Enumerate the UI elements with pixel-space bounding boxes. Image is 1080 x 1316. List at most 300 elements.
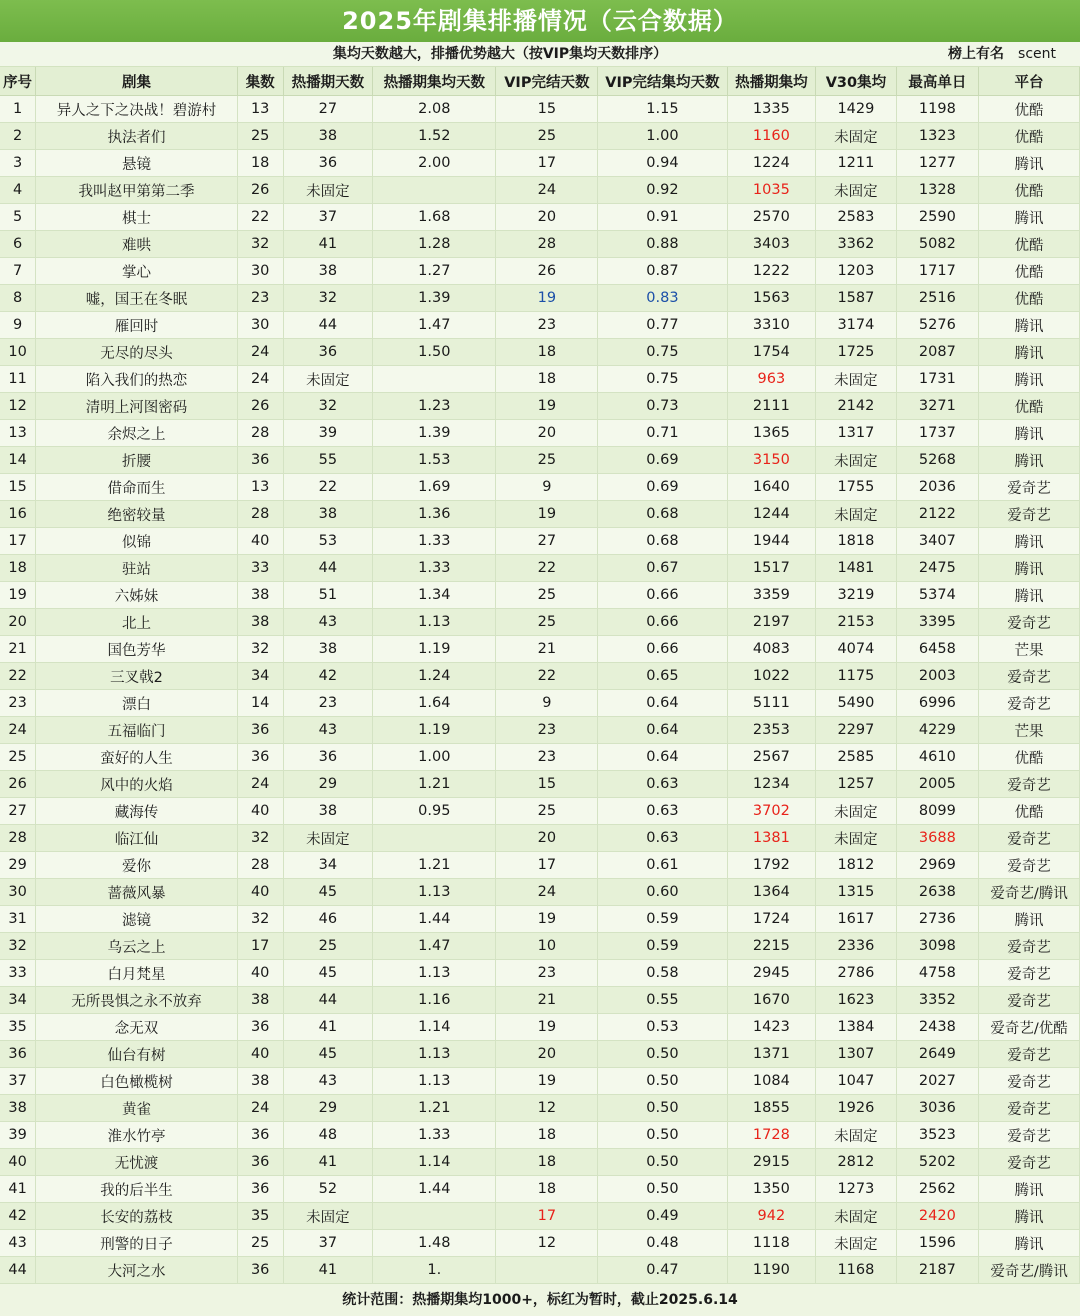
cell-v30-avg: 2786 [816,960,896,987]
cell-v30-avg: 1926 [816,1095,896,1122]
cell-episodes: 36 [237,1014,283,1041]
cell-episodes: 32 [237,906,283,933]
cell-hot-days: 37 [283,204,373,231]
cell-index: 41 [0,1176,36,1203]
cell-title: 棋士 [36,204,238,231]
cell-title: 六姊妹 [36,582,238,609]
table-row[interactable] [0,582,1080,609]
table-row[interactable] [0,393,1080,420]
cell-index: 44 [0,1257,36,1284]
cell-hot-avg: 1365 [727,420,816,447]
cell-hot-avg-days: 1.23 [373,393,496,420]
col-header-title[interactable]: 剧集 [36,67,238,96]
table-row[interactable] [0,690,1080,717]
cell-title: 淮水竹亭 [36,1122,238,1149]
cell-v30-avg: 1203 [816,258,896,285]
cell-title: 悬镜 [36,150,238,177]
cell-index: 3 [0,150,36,177]
cell-hot-avg-days: 1.64 [373,690,496,717]
cell-title: 临江仙 [36,825,238,852]
table-row[interactable] [0,1149,1080,1176]
cell-index: 36 [0,1041,36,1068]
cell-title: 爱你 [36,852,238,879]
cell-hot-avg: 2111 [727,393,816,420]
cell-title: 风中的火焰 [36,771,238,798]
cell-max-day: 2475 [896,555,978,582]
header-row [0,67,1080,96]
cell-hot-avg: 3150 [727,447,816,474]
cell-hot-avg: 1371 [727,1041,816,1068]
cell-max-day: 5202 [896,1149,978,1176]
col-header-episodes[interactable]: 集数 [237,67,283,96]
col-header-v30-avg[interactable]: V30集均 [816,67,896,96]
cell-hot-days: 39 [283,420,373,447]
cell-v30-avg: 1307 [816,1041,896,1068]
cell-index: 28 [0,825,36,852]
cell-vip-days: 20 [496,1041,598,1068]
table-row[interactable] [0,960,1080,987]
table-row[interactable] [0,798,1080,825]
cell-vip-avg-days: 0.50 [598,1176,727,1203]
cell-max-day: 4758 [896,960,978,987]
table-row[interactable] [0,1014,1080,1041]
table-row[interactable] [0,636,1080,663]
cell-title: 无所畏惧之永不放弃 [36,987,238,1014]
cell-v30-avg: 未固定 [816,1230,896,1257]
cell-v30-avg: 未固定 [816,501,896,528]
cell-episodes: 24 [237,366,283,393]
cell-max-day: 2638 [896,879,978,906]
cell-vip-days: 19 [496,501,598,528]
cell-vip-avg-days: 0.68 [598,501,727,528]
cell-hot-days: 51 [283,582,373,609]
cell-vip-days: 18 [496,339,598,366]
cell-title: 无尽的尽头 [36,339,238,366]
table-row[interactable] [0,771,1080,798]
col-header-index[interactable]: 序号 [0,67,36,96]
cell-vip-days: 20 [496,420,598,447]
cell-hot-days: 55 [283,447,373,474]
cell-vip-avg-days: 0.65 [598,663,727,690]
cell-index: 30 [0,879,36,906]
table-row[interactable] [0,204,1080,231]
table-row[interactable] [0,366,1080,393]
cell-platform: 爱奇艺 [979,474,1080,501]
cell-max-day: 3271 [896,393,978,420]
cell-platform: 优酷 [979,258,1080,285]
cell-episodes: 25 [237,123,283,150]
cell-hot-avg: 1381 [727,825,816,852]
cell-episodes: 38 [237,1068,283,1095]
cell-vip-days: 17 [496,150,598,177]
page-title: 2025年剧集排播情况（云合数据） [0,0,1080,42]
cell-max-day: 1717 [896,258,978,285]
table-row[interactable] [0,825,1080,852]
cell-hot-avg-days: 1.50 [373,339,496,366]
cell-hot-avg-days: 1.39 [373,420,496,447]
cell-platform: 腾讯 [979,420,1080,447]
cell-platform: 优酷 [979,96,1080,123]
cell-hot-days: 38 [283,501,373,528]
cell-hot-days: 45 [283,879,373,906]
cell-index: 37 [0,1068,36,1095]
cell-v30-avg: 未固定 [816,177,896,204]
cell-vip-days: 18 [496,1122,598,1149]
table-row[interactable] [0,1122,1080,1149]
cell-platform: 爱奇艺 [979,1149,1080,1176]
cell-index: 39 [0,1122,36,1149]
cell-vip-avg-days: 0.50 [598,1068,727,1095]
cell-episodes: 40 [237,879,283,906]
cell-vip-avg-days: 0.87 [598,258,727,285]
cell-episodes: 24 [237,771,283,798]
cell-hot-days: 38 [283,123,373,150]
cell-max-day: 4610 [896,744,978,771]
cell-title: 滤镜 [36,906,238,933]
table-row[interactable] [0,501,1080,528]
cell-platform: 爱奇艺/优酷 [979,1014,1080,1041]
col-header-hot-avg[interactable]: 热播期集均 [727,67,816,96]
cell-vip-avg-days: 0.71 [598,420,727,447]
cell-episodes: 36 [237,1122,283,1149]
table-row[interactable] [0,150,1080,177]
cell-vip-avg-days: 0.55 [598,987,727,1014]
cell-v30-avg: 3219 [816,582,896,609]
cell-hot-avg-days: 1.44 [373,1176,496,1203]
cell-vip-days: 27 [496,528,598,555]
cell-episodes: 40 [237,960,283,987]
cell-hot-avg: 3310 [727,312,816,339]
cell-episodes: 13 [237,474,283,501]
cell-title: 三叉戟2 [36,663,238,690]
cell-platform: 芒果 [979,636,1080,663]
cell-hot-avg-days: 1.47 [373,312,496,339]
cell-vip-avg-days: 0.73 [598,393,727,420]
cell-platform: 优酷 [979,285,1080,312]
cell-max-day: 3036 [896,1095,978,1122]
table-row[interactable] [0,285,1080,312]
table-row[interactable] [0,987,1080,1014]
table-row[interactable] [0,474,1080,501]
cell-v30-avg: 未固定 [816,366,896,393]
col-header-platform[interactable]: 平台 [979,67,1080,96]
table-row[interactable] [0,1041,1080,1068]
table-row[interactable] [0,852,1080,879]
table-row[interactable] [0,312,1080,339]
subtitle-bar [0,42,1080,67]
cell-hot-avg-days: 1.13 [373,879,496,906]
cell-hot-avg: 1222 [727,258,816,285]
cell-platform: 腾讯 [979,1203,1080,1230]
cell-vip-days [496,1257,598,1284]
cell-platform: 爱奇艺 [979,1122,1080,1149]
cell-hot-days: 43 [283,717,373,744]
cell-hot-avg: 1944 [727,528,816,555]
cell-v30-avg: 1623 [816,987,896,1014]
cell-vip-days: 19 [496,1014,598,1041]
table-row[interactable] [0,663,1080,690]
cell-hot-avg-days: 2.08 [373,96,496,123]
cell-episodes: 40 [237,798,283,825]
col-header-vip-days[interactable]: VIP完结天数 [496,67,598,96]
cell-title: 绝密较量 [36,501,238,528]
cell-hot-avg-days: 1.53 [373,447,496,474]
cell-max-day: 1198 [896,96,978,123]
cell-index: 16 [0,501,36,528]
table-row[interactable] [0,528,1080,555]
cell-index: 8 [0,285,36,312]
cell-index: 1 [0,96,36,123]
table-row[interactable] [0,1068,1080,1095]
cell-platform: 腾讯 [979,906,1080,933]
credit-author: scent [1018,46,1056,62]
cell-hot-days: 29 [283,1095,373,1122]
cell-hot-avg: 1118 [727,1230,816,1257]
table-row[interactable] [0,609,1080,636]
cell-title: 念无双 [36,1014,238,1041]
cell-max-day: 1731 [896,366,978,393]
cell-hot-avg-days: 1.33 [373,555,496,582]
cell-vip-days: 25 [496,582,598,609]
cell-vip-avg-days: 0.67 [598,555,727,582]
cell-hot-days: 未固定 [283,1203,373,1230]
cell-max-day: 1323 [896,123,978,150]
cell-hot-days: 23 [283,690,373,717]
table-row[interactable] [0,96,1080,123]
cell-hot-days: 44 [283,987,373,1014]
cell-v30-avg: 1818 [816,528,896,555]
cell-max-day: 2122 [896,501,978,528]
cell-vip-avg-days: 0.75 [598,366,727,393]
table-row[interactable] [0,1095,1080,1122]
cell-episodes: 38 [237,582,283,609]
table-row[interactable] [0,1230,1080,1257]
cell-hot-days: 43 [283,609,373,636]
table-row[interactable] [0,879,1080,906]
cell-hot-avg: 2353 [727,717,816,744]
cell-platform: 腾讯 [979,582,1080,609]
cell-vip-days: 22 [496,663,598,690]
cell-title: 藏海传 [36,798,238,825]
table-row[interactable] [0,1176,1080,1203]
cell-platform: 爱奇艺 [979,1041,1080,1068]
cell-v30-avg: 1317 [816,420,896,447]
cell-index: 2 [0,123,36,150]
cell-platform: 优酷 [979,744,1080,771]
col-header-hot-avg-days[interactable]: 热播期集均天数 [373,67,496,96]
cell-v30-avg: 1755 [816,474,896,501]
cell-title: 国色芳华 [36,636,238,663]
cell-hot-avg-days: 1.47 [373,933,496,960]
cell-platform: 爱奇艺 [979,825,1080,852]
cell-platform: 优酷 [979,231,1080,258]
cell-vip-avg-days: 0.91 [598,204,727,231]
cell-vip-avg-days: 0.66 [598,636,727,663]
cell-index: 10 [0,339,36,366]
cell-platform: 腾讯 [979,447,1080,474]
cell-max-day: 3352 [896,987,978,1014]
cell-platform: 腾讯 [979,555,1080,582]
cell-vip-avg-days: 0.50 [598,1149,727,1176]
cell-hot-avg-days: 1. [373,1257,496,1284]
cell-hot-avg: 1563 [727,285,816,312]
cell-platform: 腾讯 [979,1230,1080,1257]
cell-title: 刑警的日子 [36,1230,238,1257]
cell-vip-days: 18 [496,366,598,393]
table-row[interactable] [0,447,1080,474]
cell-platform: 爱奇艺 [979,501,1080,528]
cell-hot-avg-days: 1.33 [373,1122,496,1149]
table-row[interactable] [0,906,1080,933]
cell-vip-avg-days: 0.75 [598,339,727,366]
cell-index: 20 [0,609,36,636]
cell-vip-avg-days: 0.63 [598,798,727,825]
cell-platform: 腾讯 [979,366,1080,393]
cell-max-day: 1737 [896,420,978,447]
table-row[interactable] [0,339,1080,366]
table-row[interactable] [0,717,1080,744]
col-header-vip-avg-days[interactable]: VIP完结集均天数 [598,67,727,96]
cell-v30-avg: 1384 [816,1014,896,1041]
cell-hot-days: 27 [283,96,373,123]
footer-note: 统计范围：热播期集均1000+，标红为暂时，截止2025.6.14 [0,1284,1080,1316]
cell-index: 33 [0,960,36,987]
cell-hot-days: 32 [283,285,373,312]
table-row[interactable] [0,933,1080,960]
cell-index: 17 [0,528,36,555]
table-row[interactable] [0,420,1080,447]
cell-index: 43 [0,1230,36,1257]
cell-index: 7 [0,258,36,285]
col-header-hot-days[interactable]: 热播期天数 [283,67,373,96]
cell-vip-avg-days: 0.66 [598,582,727,609]
cell-max-day: 2438 [896,1014,978,1041]
cell-index: 5 [0,204,36,231]
credit-label: 榜上有名 [948,46,1005,62]
cell-hot-days: 未固定 [283,177,373,204]
cell-hot-avg-days: 1.21 [373,852,496,879]
table-row[interactable] [0,177,1080,204]
cell-episodes: 28 [237,501,283,528]
cell-title: 余烬之上 [36,420,238,447]
cell-max-day: 3688 [896,825,978,852]
cell-platform: 腾讯 [979,528,1080,555]
cell-hot-days: 41 [283,1149,373,1176]
cell-hot-avg-days: 0.95 [373,798,496,825]
cell-platform: 优酷 [979,123,1080,150]
cell-v30-avg: 2336 [816,933,896,960]
cell-platform: 爱奇艺 [979,852,1080,879]
cell-hot-days: 未固定 [283,366,373,393]
cell-title: 借命而生 [36,474,238,501]
cell-hot-avg: 1423 [727,1014,816,1041]
cell-hot-days: 46 [283,906,373,933]
cell-vip-days: 19 [496,906,598,933]
cell-vip-days: 9 [496,690,598,717]
cell-index: 14 [0,447,36,474]
cell-vip-days: 21 [496,987,598,1014]
cell-hot-avg: 1035 [727,177,816,204]
cell-hot-avg-days: 1.44 [373,906,496,933]
cell-hot-avg: 963 [727,366,816,393]
cell-episodes: 38 [237,609,283,636]
cell-hot-avg: 1670 [727,987,816,1014]
cell-hot-avg: 1728 [727,1122,816,1149]
cell-episodes: 32 [237,231,283,258]
cell-vip-days: 28 [496,231,598,258]
cell-vip-days: 25 [496,447,598,474]
table-row[interactable] [0,258,1080,285]
cell-vip-days: 9 [496,474,598,501]
cell-max-day: 2027 [896,1068,978,1095]
credit [948,42,1056,66]
cell-vip-days: 18 [496,1149,598,1176]
cell-hot-avg-days: 1.19 [373,717,496,744]
cell-hot-days: 44 [283,555,373,582]
ranking-table [0,67,1080,1284]
cell-hot-avg-days: 1.16 [373,987,496,1014]
cell-index: 22 [0,663,36,690]
cell-hot-avg-days: 2.00 [373,150,496,177]
cell-title: 漂白 [36,690,238,717]
cell-title: 折腰 [36,447,238,474]
cell-vip-days: 17 [496,852,598,879]
cell-hot-avg-days [373,825,496,852]
cell-vip-days: 23 [496,960,598,987]
cell-episodes: 38 [237,987,283,1014]
cell-vip-days: 18 [496,1176,598,1203]
table-row[interactable] [0,1203,1080,1230]
table-row[interactable] [0,555,1080,582]
cell-hot-avg-days [373,366,496,393]
cell-hot-avg-days: 1.34 [373,582,496,609]
cell-hot-avg-days: 1.27 [373,258,496,285]
cell-hot-avg: 1517 [727,555,816,582]
cell-hot-avg: 942 [727,1203,816,1230]
cell-hot-days: 29 [283,771,373,798]
cell-vip-days: 25 [496,123,598,150]
col-header-max-day[interactable]: 最高单日 [896,67,978,96]
cell-v30-avg: 未固定 [816,825,896,852]
cell-index: 24 [0,717,36,744]
cell-max-day: 1596 [896,1230,978,1257]
cell-hot-days: 41 [283,231,373,258]
cell-v30-avg: 未固定 [816,1122,896,1149]
cell-hot-days: 32 [283,393,373,420]
table-row[interactable] [0,123,1080,150]
cell-hot-avg: 1754 [727,339,816,366]
cell-vip-avg-days: 0.60 [598,879,727,906]
cell-max-day: 3523 [896,1122,978,1149]
cell-platform: 爱奇艺 [979,1068,1080,1095]
cell-platform: 爱奇艺/腾讯 [979,1257,1080,1284]
table-row[interactable] [0,744,1080,771]
cell-vip-avg-days: 0.63 [598,771,727,798]
cell-vip-days: 20 [496,204,598,231]
cell-title: 大河之水 [36,1257,238,1284]
table-row[interactable] [0,231,1080,258]
table-row[interactable] [0,1257,1080,1284]
cell-index: 38 [0,1095,36,1122]
cell-episodes: 28 [237,420,283,447]
cell-index: 26 [0,771,36,798]
cell-vip-avg-days: 0.64 [598,690,727,717]
cell-hot-days: 36 [283,744,373,771]
cell-vip-days: 24 [496,177,598,204]
cell-hot-days: 38 [283,636,373,663]
cell-hot-avg-days: 1.21 [373,771,496,798]
cell-hot-avg-days: 1.28 [373,231,496,258]
